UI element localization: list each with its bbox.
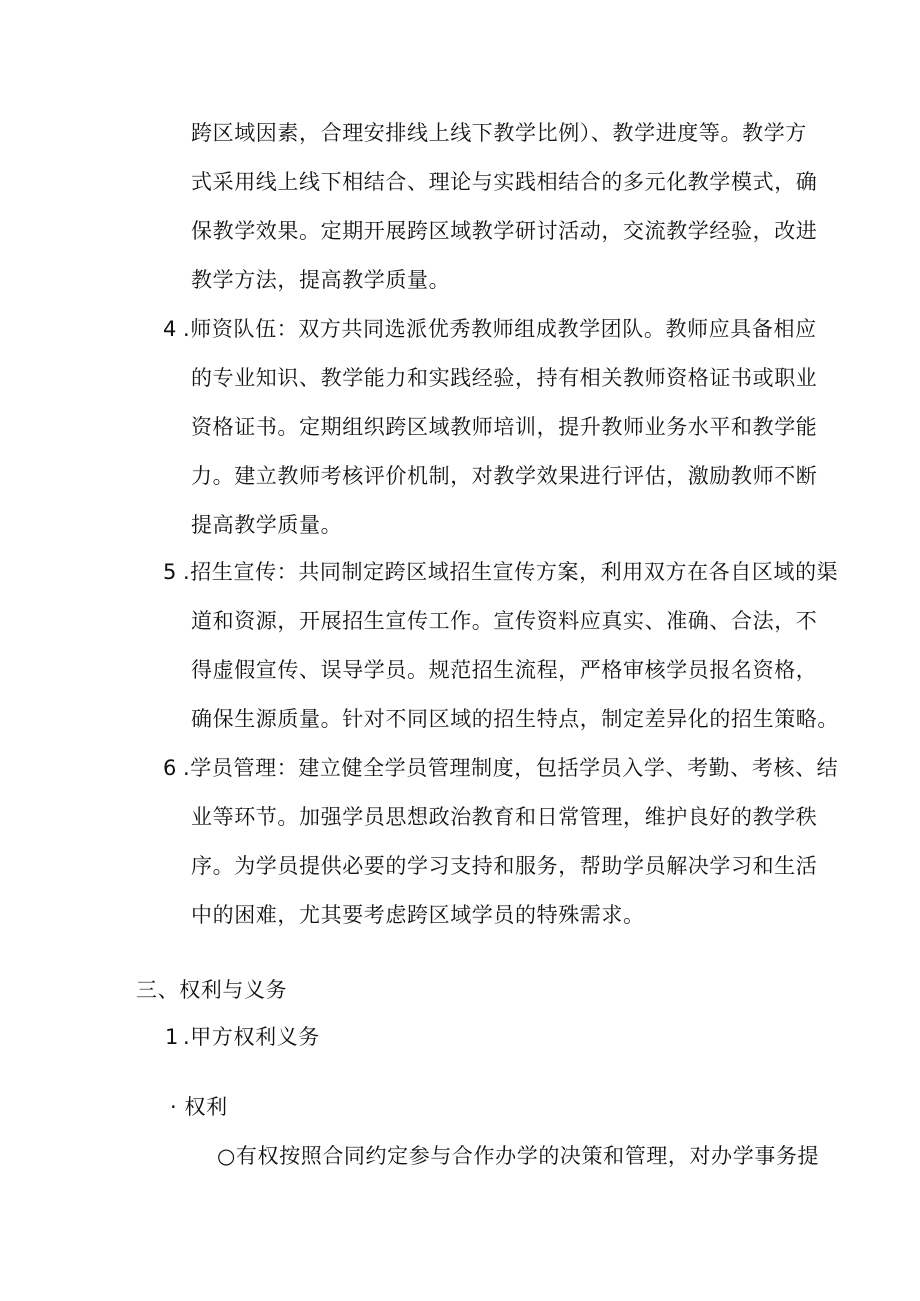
list-item-line: .师资队伍：双方共同选派优秀教师组成教学团队。教师应具备相应 xyxy=(183,317,817,341)
circle-list-item: ○有权按照合同约定参与合作办学的决策和管理，对办学事务提 xyxy=(217,1144,820,1168)
list-item-line: 道和资源，开展招生宣传工作。宣传资料应真实、准确、合法，不 xyxy=(191,609,818,633)
list-item-line: 提高教学质量。 xyxy=(191,513,343,537)
paragraph-line: 教学方法，提高教学质量。 xyxy=(191,268,451,292)
list-item-line: 力。建立教师考核评价机制，对教学效果进行评估，激励教师不断 xyxy=(191,464,818,488)
paragraph-line: 保教学效果。定期开展跨区域教学研讨活动，交流教学经验，改进 xyxy=(191,219,818,243)
list-item-number: 5 xyxy=(163,560,177,584)
list-item-line: .学员管理：建立健全学员管理制度，包括学员入学、考勤、考核、结 xyxy=(183,756,839,780)
list-item-line: 资格证书。定期组织跨区域教师培训，提升教师业务水平和教学能 xyxy=(191,415,818,439)
subsection-title: .甲方权利义务 xyxy=(183,1025,320,1049)
section-heading: 三、权利与义务 xyxy=(136,978,288,1002)
list-item-line: 的专业知识、教学能力和实践经验，持有相关教师资格证书或职业 xyxy=(191,366,818,390)
paragraph-line: 式采用线上线下相结合、理论与实践相结合的多元化教学模式，确 xyxy=(191,170,818,194)
subsection-number: 1 xyxy=(165,1025,179,1049)
list-item-line: 中的困难，尤其要考虑跨区域学员的特殊需求。 xyxy=(191,903,645,927)
paragraph-line: 跨区域因素，合理安排线上线下教学比例）、教学进度等。教学方 xyxy=(191,121,807,145)
list-item-line: .招生宣传：共同制定跨区域招生宣传方案，利用双方在各自区域的渠 xyxy=(183,560,839,584)
list-item-line: 业等环节。加强学员思想政治教育和日常管理，维护良好的教学秩 xyxy=(191,805,818,829)
list-item-line: 得虚假宣传、误导学员。规范招生流程，严格审核学员报名资格， xyxy=(191,658,818,682)
list-item-number: 6 xyxy=(163,756,177,780)
list-item-number: 4 xyxy=(163,317,177,341)
bullet-heading: · 权利 xyxy=(170,1095,228,1119)
list-item-line: 序。为学员提供必要的学习支持和服务，帮助学员解决学习和生活 xyxy=(191,854,818,878)
list-item-line: 确保生源质量。针对不同区域的招生特点，制定差异化的招生策略。 xyxy=(191,707,839,731)
